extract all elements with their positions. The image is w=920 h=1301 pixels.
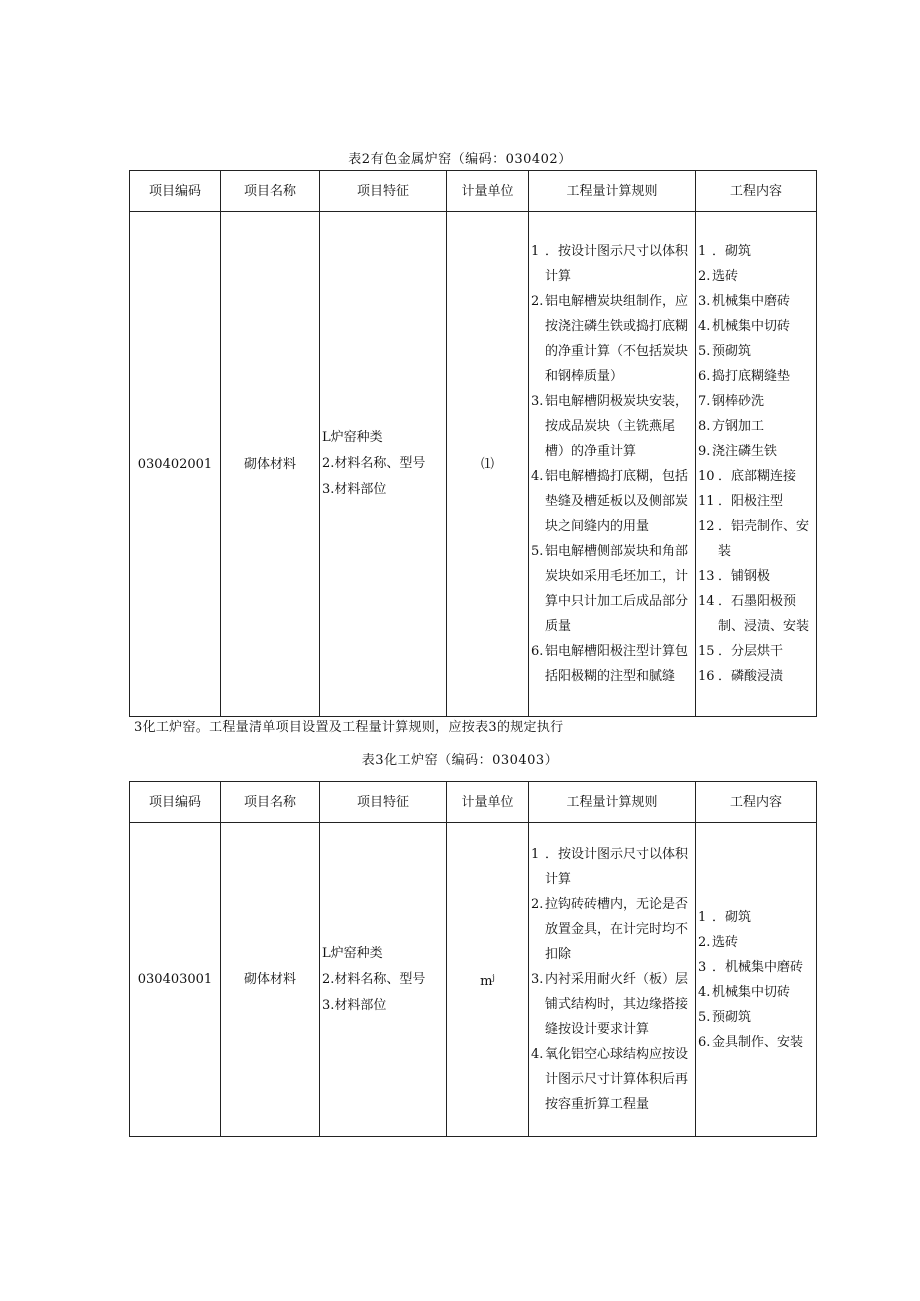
rule-item: 6. 铝电解槽阳极注型计算包括阳极糊的注型和腻缝 (531, 644, 689, 684)
work-item: 5. 预砌筑 (698, 1009, 752, 1025)
table2 (129, 170, 817, 717)
table-row (130, 823, 817, 1137)
work-item: 16 ．磷酸浸渍 (698, 669, 784, 684)
item-code: 030403001 (130, 823, 221, 1137)
item-unit: $m^j$ (447, 823, 529, 1137)
item-name: 砌体材料 (221, 823, 320, 1137)
table-row (130, 212, 817, 717)
header-unit: 计量单位 (447, 782, 529, 823)
table3-header-row (130, 782, 817, 823)
rule-item: 5. 铝电解槽侧部炭块和角部炭块如采用毛坯加工，计算中只计加工后成品部分质量 (531, 544, 689, 634)
header-name: 项目名称 (221, 171, 320, 212)
rule-item: 2. 拉钩砖砖槽内，无论是否放置金具，在计完时均不扣除 (531, 897, 689, 962)
section-note: 3化工炉窑。工程量清单项目设置及工程量计算规则，应按表3的规定执行 (134, 720, 564, 735)
work-item: 1 ．砌筑 (698, 244, 752, 259)
work-item: 6. 金具制作、安装 (698, 1034, 804, 1050)
item-features (320, 212, 447, 717)
header-name: 项目名称 (221, 782, 320, 823)
item-code: 030402001 (130, 212, 221, 717)
rule-item: 3. 铝电解槽阴极炭块安装，按成品炭块（主铣燕尾槽）的净重计算 (531, 394, 689, 459)
item-rules (529, 823, 696, 1137)
work-item: 6. 捣打底糊缝垫 (698, 369, 791, 384)
item-work (696, 212, 817, 717)
work-item: 11 ．阳极注型 (698, 494, 784, 509)
header-features: 项目特征 (320, 782, 447, 823)
work-item: 13 ．铺钢极 (698, 569, 771, 584)
header-work: 工程内容 (696, 171, 817, 212)
work-item: 5. 预砌筑 (698, 344, 752, 359)
item-features (320, 823, 447, 1137)
work-item: 3. 机械集中磨砖 (698, 294, 791, 309)
header-rules: 工程量计算规则 (529, 782, 696, 823)
work-item: 2. 选砖 (698, 934, 739, 950)
work-item: 12 ．铝壳制作、安装 (698, 519, 810, 559)
feature-line: L炉窑种类 (322, 945, 383, 961)
rule-item: 3. 内衬采用耐火纤（板）层铺式结构时，其边缘搭接缝按设计要求计算 (531, 972, 689, 1037)
feature-line: 3.材料部位 (322, 997, 387, 1013)
work-item: 7. 钢棒砂洗 (698, 394, 765, 409)
rule-item: 2. 铝电解槽炭块组制作，应按浇注磷生铁或捣打底糊的净重计算（不包括炭块和钢棒质量） (531, 294, 689, 384)
item-rules (529, 212, 696, 717)
header-unit: 计量单位 (447, 171, 529, 212)
table2-header-row (130, 171, 817, 212)
table3 (129, 781, 817, 1137)
rule-item: 4. 铝电解槽捣打底糊，包括垫缝及槽延板以及侧部炭块之间缝内的用量 (531, 469, 689, 534)
header-rules: 工程量计算规则 (529, 171, 696, 212)
work-item: 4. 机械集中切砖 (698, 984, 791, 1000)
feature-line: L炉窑种类 (322, 430, 383, 445)
rule-item: 1 ．按设计图示尺寸以体积计算 (531, 847, 689, 887)
table3-caption: 表3化工炉窑（编码：030403） (361, 753, 559, 768)
header-work: 工程内容 (696, 782, 817, 823)
header-code: 项目编码 (130, 171, 221, 212)
item-name: 砌体材料 (221, 212, 320, 717)
work-item: 8. 方钢加工 (698, 419, 765, 434)
feature-line: 2.材料名称、型号 (322, 456, 426, 471)
work-item: 10 ．底部糊连接 (698, 469, 797, 484)
header-code: 项目编码 (130, 782, 221, 823)
work-item: 3 ．机械集中磨砖 (698, 959, 804, 975)
work-item: 14 ．石墨阳极预制、浸渍、安装 (698, 594, 810, 634)
item-unit: ⑴ (447, 212, 529, 717)
work-item: 2. 选砖 (698, 269, 739, 284)
work-item: 15 ．分层烘干 (698, 644, 784, 659)
work-item: 1 ．砌筑 (698, 909, 752, 925)
item-work (696, 823, 817, 1137)
rule-item: 1 ．按设计图示尺寸以体积计算 (531, 244, 689, 284)
work-item: 4. 机械集中切砖 (698, 319, 791, 334)
rule-item: 4. 氧化铝空心球结构应按设计图示尺寸计算体积后再按容重折算工程量 (531, 1047, 689, 1112)
work-item: 9. 浇注磷生铁 (698, 444, 778, 459)
feature-line: 2.材料名称、型号 (322, 971, 426, 987)
table2-caption: 表2有色金属炉窑（编码：030402） (348, 152, 572, 167)
header-features: 项目特征 (320, 171, 447, 212)
feature-line: 3.材料部位 (322, 482, 387, 497)
